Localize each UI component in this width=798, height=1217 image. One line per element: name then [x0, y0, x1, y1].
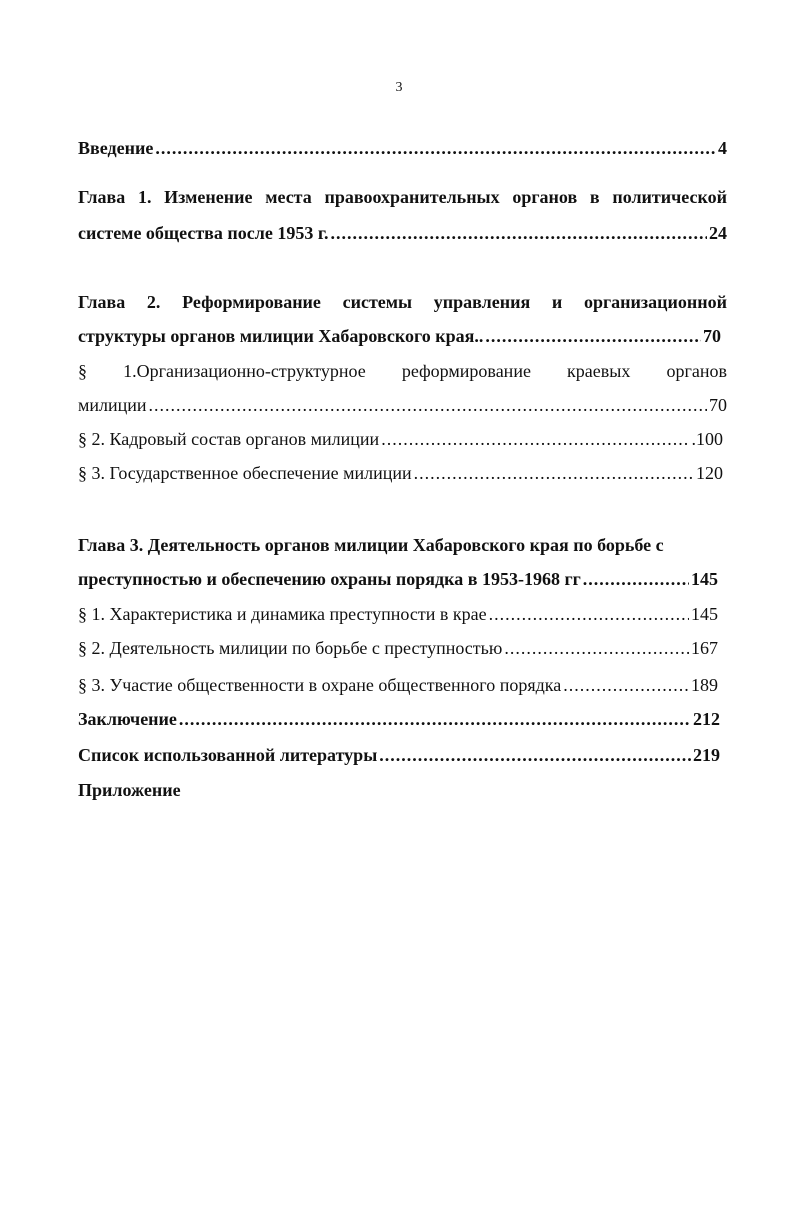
- toc-title: § 3. Государственное обеспечение милиции: [78, 463, 412, 483]
- toc-title: Введение: [78, 138, 154, 158]
- toc-section-3-2[interactable]: [78, 637, 718, 659]
- toc-page-number: 219: [693, 745, 720, 765]
- toc-entry-references[interactable]: [78, 744, 720, 766]
- toc-leader-dots: [485, 325, 701, 347]
- toc-section-2-1-line1[interactable]: § 1.Организационно-структурное реформирование краевых органов: [78, 361, 727, 381]
- toc-title: Заключение: [78, 709, 177, 729]
- toc-section-2-1-line2[interactable]: [78, 394, 727, 416]
- toc-page-number: 212: [693, 709, 720, 729]
- toc-leader-dots: [563, 674, 689, 696]
- toc-entry-appendix[interactable]: Приложение: [78, 780, 181, 800]
- toc-leader-dots: [179, 708, 691, 730]
- toc-page-number: .100: [691, 429, 723, 449]
- page-number: 3: [395, 80, 403, 95]
- toc-leader-dots: [414, 462, 694, 484]
- toc-entry-introduction[interactable]: [78, 137, 727, 159]
- toc-page-number: 145: [691, 569, 718, 589]
- toc-title: структуры органов милиции Хабаровского края..: [78, 326, 484, 346]
- toc-chapter-3-line2[interactable]: [78, 568, 718, 590]
- toc-page-number: 24: [709, 223, 727, 243]
- toc-section-2-2[interactable]: [78, 428, 723, 450]
- toc-leader-dots: [489, 603, 689, 625]
- toc-page-number: 70: [703, 326, 721, 346]
- toc-title: преступностью и обеспечению охраны порядка в 1953-1968 гг: [78, 569, 581, 589]
- toc-page-number: 167: [691, 638, 718, 658]
- toc-chapter-1-line1[interactable]: Глава 1. Изменение места правоохранительных органов в политической: [78, 187, 727, 207]
- toc-title: § 3. Участие общественности в охране общественного порядка: [78, 675, 562, 695]
- toc-leader-dots: [379, 744, 691, 766]
- toc-leader-dots: [155, 137, 716, 159]
- toc-leader-dots: [330, 222, 707, 244]
- toc-page-number: 4: [718, 138, 727, 158]
- toc-leader-dots: [583, 568, 689, 590]
- toc-section-3-3[interactable]: [78, 674, 718, 696]
- toc-page-number: 70: [709, 395, 727, 415]
- toc-title: системе общества после 1953 г.: [78, 223, 329, 243]
- toc-entry-conclusion[interactable]: [78, 708, 720, 730]
- toc-title: Список использованной литературы: [78, 745, 378, 765]
- toc-leader-dots: [381, 428, 689, 450]
- toc-chapter-2-line2[interactable]: [78, 325, 721, 347]
- toc-leader-dots: [504, 637, 689, 659]
- toc-title: § 1. Характеристика и динамика преступности в крае: [78, 604, 487, 624]
- toc-leader-dots: [149, 394, 707, 416]
- toc-section-3-1[interactable]: [78, 603, 718, 625]
- toc-chapter-1-line2[interactable]: [78, 222, 727, 244]
- toc-chapter-2-line1[interactable]: Глава 2. Реформирование системы управления и организационной: [78, 292, 727, 312]
- toc-page-number: 189: [691, 675, 718, 695]
- toc-page-number: 120: [696, 463, 723, 483]
- toc-title: § 2. Кадровый состав органов милиции: [78, 429, 380, 449]
- toc-title: § 2. Деятельность милиции по борьбе с преступностью: [78, 638, 503, 658]
- toc-page-number: 145: [691, 604, 718, 624]
- toc-title: милиции: [78, 395, 147, 415]
- toc-chapter-3-line1[interactable]: Глава 3. Деятельность органов милиции Хабаровского края по борьбе с: [78, 535, 664, 555]
- toc-section-2-3[interactable]: [78, 462, 723, 484]
